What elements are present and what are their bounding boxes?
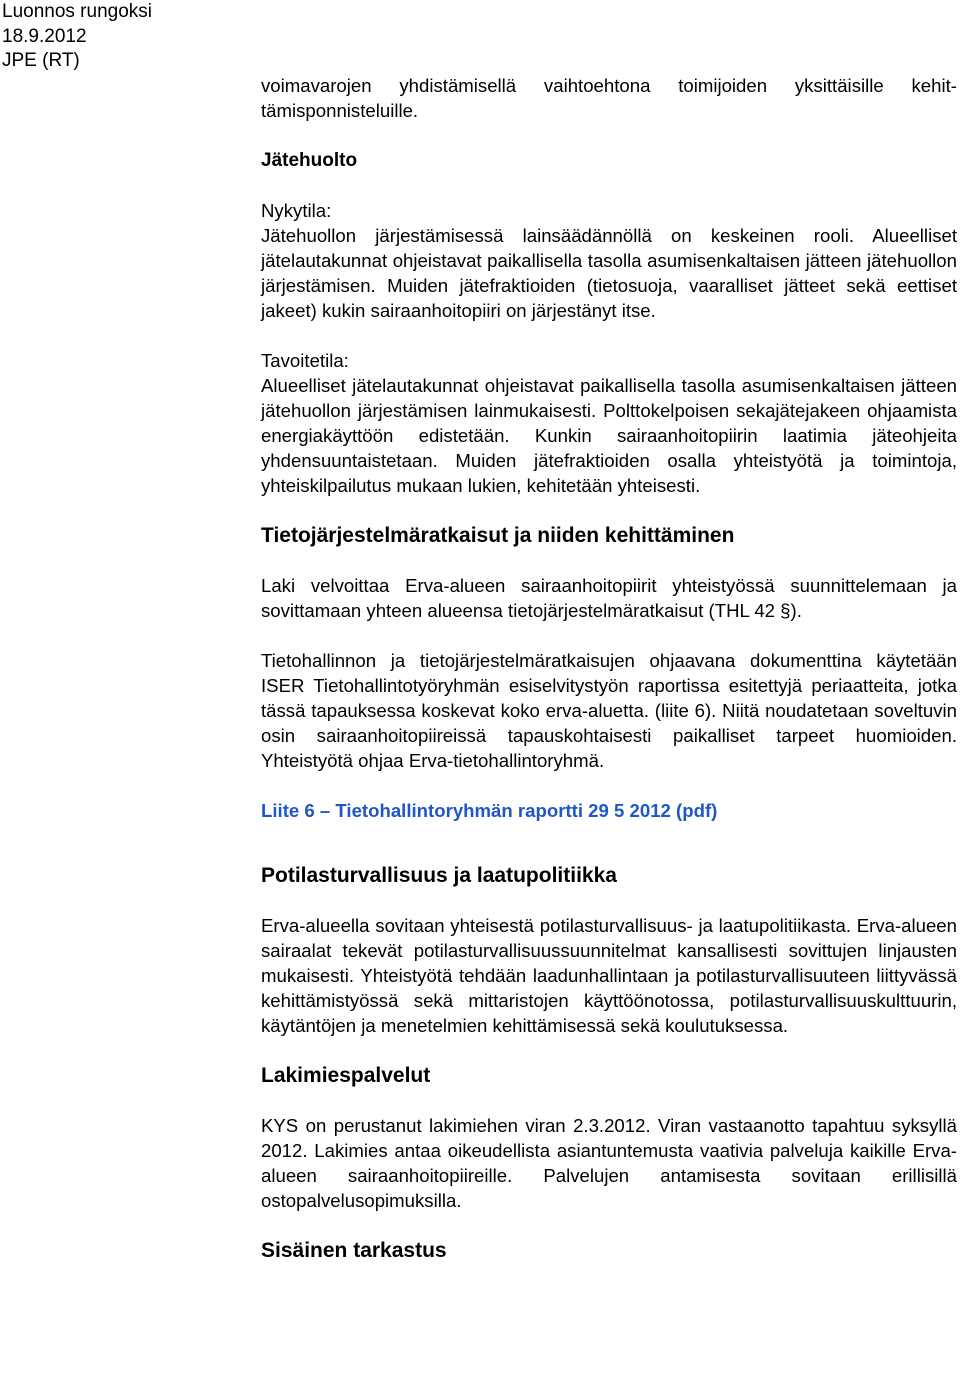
intro-paragraph: voimavarojen yhdistämisellä vaihtoehtona toimijoiden yksittäisille kehittämisponnisteluille. xyxy=(261,75,957,121)
section-heading-jatehuolto: Jätehuolto xyxy=(261,150,358,171)
document-body xyxy=(261,73,957,1264)
author-initials: JPE (RT) xyxy=(2,50,80,71)
section-heading-sisainen-tarkastus: Sisäinen tarkastus xyxy=(261,1239,447,1262)
spacer xyxy=(261,1089,957,1113)
tietojarjestelma-paragraph-1: Laki velvoittaa Erva-alueen sairaanhoitopiirit yhteistyössä suunnittelemaan ja sovittamaan yhteen alueensa tietojärjestelmäratkaisut (THL 42 §). xyxy=(261,575,957,621)
lakimiespalvelut-paragraph: KYS on perustanut lakimiehen viran 2.3.2012. Viran vastaanotto tapahtuu syksyllä 2012. Lakimies antaa oikeudellista asiantuntemusta vaativia palveluja kaikille Erva-alueen sairaanhoitopiireille. Palvelujen antamisesta sovitaan erillisillä ostopalvelusopimuksilla. xyxy=(261,1115,957,1211)
section-heading-potilasturvallisuus: Potilasturvallisuus ja laatupolitiikka xyxy=(261,864,617,887)
tietojarjestelma-paragraph-2: Tietohallinnon ja tietojärjestelmäratkaisujen ohjaavana dokumenttina käytetään ISER Tietohallintotyöryhmän esiselvitystyön raportissa esitettyjä periaatteita, jotka tässä tapauksessa koskevat koko erva-aluetta. (liite 6). Niitä noudatetaan soveltuvin osin sairaanhoitopiireissä tapauskohtaisesti paikalliset tarpeet huomioiden. Yhteistyötä ohjaa Erva-tietohallintoryhmä. xyxy=(261,650,957,771)
tavoitetila-paragraph: Alueelliset jätelautakunnat ohjeistavat paikallisella tasolla asumisenkaltaisen jätteen jätehuollon järjestämisen lainmukaisesti. Polttokelpoisen sekajätejakeen ohjaamista energiakäyttöön edistetään. Kunkin sairaanhoitopiirin laatimia jäteohjeita yhdensuuntaistetaan. Muiden jätefraktioiden osalla yhteistyötä ja toimintoja, yhteiskilpailutus mukaan lukien, kehitetään yhteisesti. xyxy=(261,375,957,496)
spacer xyxy=(261,889,957,913)
potilasturvallisuus-paragraph: Erva-alueella sovitaan yhteisestä potilasturvallisuus- ja laatupolitiikasta. Erva-alueen sairaalat tekevät potilasturvallisuussuunnitelmat kansallisesti sovittujen linjausten mukaisesti. Yhteistyötä tehdään laadunhallintaan ja potilasturvallisuuteen liittyvässä kehittämistyössä sekä mittaristojen käyttöönotossa, potilasturvallisuuskulttuurin, käytäntöjen ja menetelmien kehittämisessä sekä koulutuksessa. xyxy=(261,915,957,1036)
spacer xyxy=(261,498,957,523)
spacer xyxy=(261,1213,957,1238)
document-header xyxy=(2,0,152,74)
spacer xyxy=(261,623,957,648)
spacer xyxy=(261,773,957,798)
nykytila-label: Nykytila: xyxy=(261,200,332,221)
attachment-link[interactable]: Liite 6 – Tietohallintoryhmän raportti 29 5 2012 (pdf) xyxy=(261,800,718,821)
tavoitetila-label: Tavoitetila: xyxy=(261,350,349,371)
section-heading-lakimiespalvelut: Lakimiespalvelut xyxy=(261,1064,431,1087)
spacer xyxy=(261,173,957,198)
spacer xyxy=(261,823,957,863)
section-heading-tietojarjestelma: Tietojärjestelmäratkaisut ja niiden kehittäminen xyxy=(261,524,735,547)
draft-label: Luonnos rungoksi xyxy=(2,1,152,22)
nykytila-paragraph: Jätehuollon järjestämisessä lainsäädännöllä on keskeinen rooli. Alueelliset jätelautakunnat ohjeistavat paikallisella tasolla asumisenkaltaisen jätteen jätehuollon järjestämisen. Muiden jätefraktioiden (tietosuoja, vaaralliset jätteet sekä eettiset jakeet) kukin sairaanhoitopiiri on järjestänyt itse. xyxy=(261,225,957,321)
spacer xyxy=(261,123,957,148)
document-date: 18.9.2012 xyxy=(2,25,87,47)
spacer xyxy=(261,323,957,348)
spacer xyxy=(261,549,957,573)
spacer xyxy=(261,1038,957,1063)
